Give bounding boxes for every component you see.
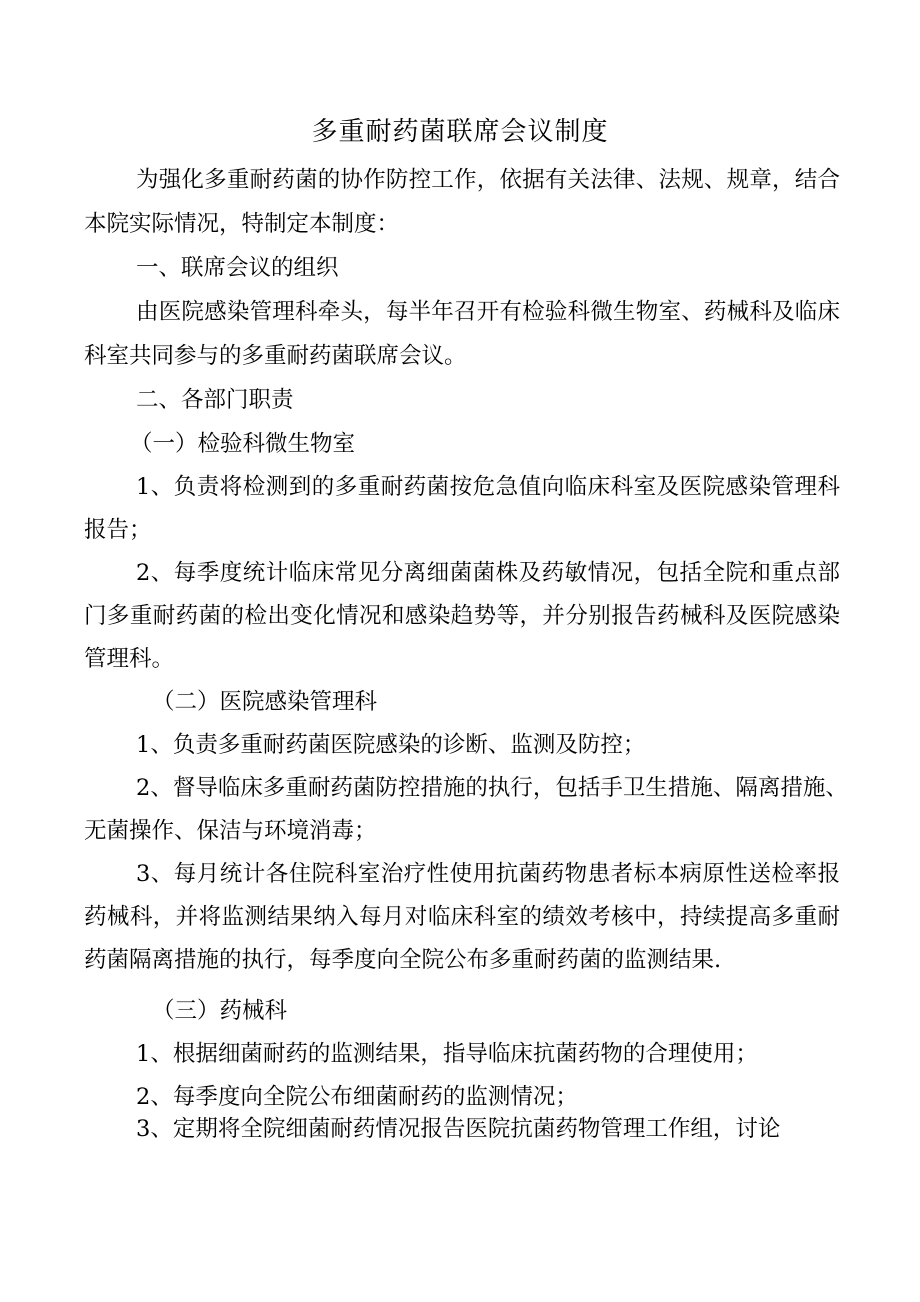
paragraph-line: 报告； <box>84 517 152 543</box>
paragraph-line: 2、每季度统计临床常见分离细菌菌株及药敏情况，包括全院和重点部 <box>136 560 840 586</box>
subsection-heading-1: （一）检验科微生物室 <box>130 431 356 457</box>
paragraph-line: 科室共同参与的多重耐药菌联席会议。 <box>84 343 467 369</box>
paragraph-line: 3、每月统计各住院科室治疗性使用抗菌药物患者标本病原性送检率报 <box>136 861 840 887</box>
paragraph-line: 无菌操作、保洁与环境消毒； <box>84 818 377 844</box>
section-heading-2: 二、各部门职责 <box>136 387 294 413</box>
paragraph-line: 1、根据细菌耐药的监测结果，指导临床抗菌药物的合理使用； <box>136 1041 758 1067</box>
section-heading-1: 一、联席会议的组织 <box>136 255 339 281</box>
paragraph-line: 由医院感染管理科牵头，每半年召开有检验科微生物室、药械科及临床 <box>136 299 840 325</box>
paragraph-line: 1、负责将检测到的多重耐药菌按危急值向临床科室及医院感染管理科 <box>136 474 840 500</box>
paragraph-line: 药菌隔离措施的执行，每季度向全院公布多重耐药菌的监测结果. <box>84 947 722 973</box>
paragraph-line: 3、定期将全院细菌耐药情况报告医院抗菌药物管理工作组，讨论 <box>136 1116 781 1142</box>
paragraph-line: 2、督导临床多重耐药菌防控措施的执行，包括手卫生措施、隔离措施、 <box>136 775 848 801</box>
paragraph-line: 门多重耐药菌的检出变化情况和感染趋势等，并分别报告药械科及医院感染 <box>84 603 840 629</box>
paragraph-line: 2、每季度向全院公布细菌耐药的监测情况； <box>136 1084 578 1110</box>
subsection-heading-2: （二）医院感染管理科 <box>152 689 378 715</box>
intro-line-1: 为强化多重耐药菌的协作防控工作，依据有关法律、法规、规章，结合 <box>136 167 840 193</box>
paragraph-line: 管理科。 <box>84 646 175 672</box>
subsection-heading-3: （三）药械科 <box>152 998 288 1024</box>
paragraph-line: 药械科，并将监测结果纳入每月对临床科室的绩效考核中，持续提高多重耐 <box>84 904 840 930</box>
paragraph-line: 1、负责多重耐药菌医院感染的诊断、监测及防控； <box>136 732 646 758</box>
document-title: 多重耐药菌联席会议制度 <box>311 117 609 147</box>
intro-line-2: 本院实际情况，特制定本制度： <box>84 211 400 237</box>
